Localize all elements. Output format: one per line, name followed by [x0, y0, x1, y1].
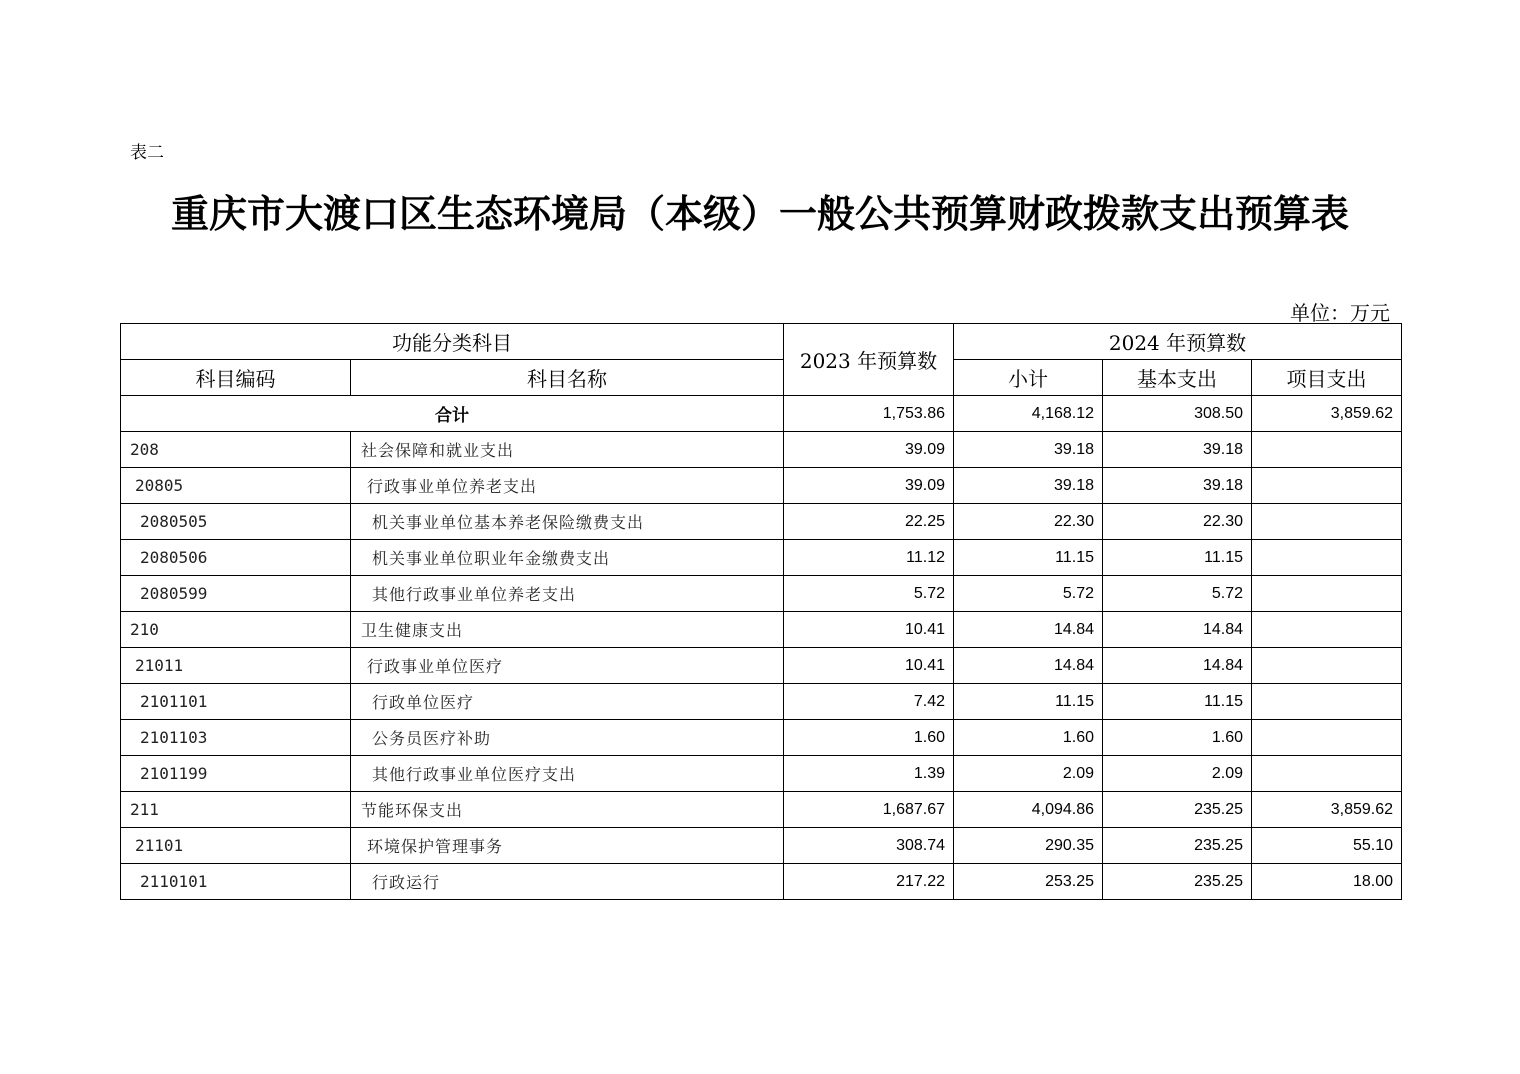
table-row	[121, 540, 1402, 576]
total-subtotal: 4,168.12	[954, 396, 1103, 432]
document-title: 重庆市大渡口区生态环境局（本级）一般公共预算财政拨款支出预算表	[170, 191, 1349, 236]
row-subtotal: 1.60	[954, 720, 1103, 756]
header-budget-2024: 2024 年预算数	[954, 324, 1402, 360]
row-budget-2023: 10.41	[784, 612, 954, 648]
table-row	[121, 612, 1402, 648]
table-row	[121, 864, 1402, 900]
table-label: 表二	[130, 143, 164, 163]
total-basic: 308.50	[1103, 396, 1252, 432]
header-budget-2023: 2023 年预算数	[784, 324, 954, 396]
row-code: 211	[121, 792, 351, 828]
table-row	[121, 648, 1402, 684]
row-basic: 14.84	[1103, 648, 1252, 684]
row-name: 行政单位医疗	[351, 684, 784, 720]
row-name: 社会保障和就业支出	[351, 432, 784, 468]
row-name: 机关事业单位基本养老保险缴费支出	[351, 504, 784, 540]
row-subtotal: 39.18	[954, 432, 1103, 468]
row-project	[1252, 504, 1402, 540]
row-subtotal: 14.84	[954, 648, 1103, 684]
row-subtotal: 5.72	[954, 576, 1103, 612]
row-code: 2080506	[121, 540, 351, 576]
row-project	[1252, 576, 1402, 612]
table-header	[121, 324, 1402, 396]
row-budget-2023: 1.39	[784, 756, 954, 792]
row-code: 2080599	[121, 576, 351, 612]
header-code: 科目编码	[121, 360, 351, 396]
row-project	[1252, 648, 1402, 684]
row-code: 2101101	[121, 684, 351, 720]
unit-label: 单位：万元	[1290, 301, 1390, 325]
row-name: 其他行政事业单位医疗支出	[351, 756, 784, 792]
row-budget-2023: 11.12	[784, 540, 954, 576]
header-subtotal: 小计	[954, 360, 1103, 396]
row-name: 公务员医疗补助	[351, 720, 784, 756]
row-budget-2023: 217.22	[784, 864, 954, 900]
row-code: 2101199	[121, 756, 351, 792]
row-project	[1252, 720, 1402, 756]
row-project	[1252, 684, 1402, 720]
row-basic: 14.84	[1103, 612, 1252, 648]
row-code: 21101	[121, 828, 351, 864]
table-row	[121, 792, 1402, 828]
table-body	[121, 396, 1402, 900]
table-row	[121, 828, 1402, 864]
row-project	[1252, 468, 1402, 504]
row-budget-2023: 1.60	[784, 720, 954, 756]
row-subtotal: 11.15	[954, 684, 1103, 720]
row-project	[1252, 432, 1402, 468]
row-subtotal: 39.18	[954, 468, 1103, 504]
row-project	[1252, 540, 1402, 576]
table-row	[121, 756, 1402, 792]
total-project: 3,859.62	[1252, 396, 1402, 432]
row-name: 行政事业单位医疗	[351, 648, 784, 684]
row-subtotal: 4,094.86	[954, 792, 1103, 828]
total-label: 合计	[121, 396, 784, 432]
table-row	[121, 504, 1402, 540]
row-code: 21011	[121, 648, 351, 684]
row-code: 2080505	[121, 504, 351, 540]
row-name: 节能环保支出	[351, 792, 784, 828]
row-basic: 11.15	[1103, 540, 1252, 576]
row-basic: 39.18	[1103, 468, 1252, 504]
row-code: 20805	[121, 468, 351, 504]
row-project: 18.00	[1252, 864, 1402, 900]
row-subtotal: 11.15	[954, 540, 1103, 576]
row-budget-2023: 10.41	[784, 648, 954, 684]
row-project	[1252, 612, 1402, 648]
header-row-2	[121, 360, 1402, 396]
header-name: 科目名称	[351, 360, 784, 396]
row-subtotal: 2.09	[954, 756, 1103, 792]
table-row	[121, 684, 1402, 720]
row-code: 2101103	[121, 720, 351, 756]
row-name: 行政事业单位养老支出	[351, 468, 784, 504]
row-basic: 2.09	[1103, 756, 1252, 792]
header-row-1	[121, 324, 1402, 360]
header-basic: 基本支出	[1103, 360, 1252, 396]
table-row	[121, 720, 1402, 756]
row-basic: 5.72	[1103, 576, 1252, 612]
budget-table	[120, 323, 1402, 900]
total-row	[121, 396, 1402, 432]
row-subtotal: 22.30	[954, 504, 1103, 540]
row-subtotal: 14.84	[954, 612, 1103, 648]
row-basic: 1.60	[1103, 720, 1252, 756]
row-budget-2023: 22.25	[784, 504, 954, 540]
row-name: 行政运行	[351, 864, 784, 900]
row-name: 环境保护管理事务	[351, 828, 784, 864]
table-row	[121, 468, 1402, 504]
table-row	[121, 432, 1402, 468]
row-basic: 235.25	[1103, 792, 1252, 828]
row-basic: 235.25	[1103, 864, 1252, 900]
row-subtotal: 253.25	[954, 864, 1103, 900]
row-project: 55.10	[1252, 828, 1402, 864]
row-subtotal: 290.35	[954, 828, 1103, 864]
row-budget-2023: 7.42	[784, 684, 954, 720]
row-basic: 22.30	[1103, 504, 1252, 540]
row-project	[1252, 756, 1402, 792]
total-budget-2023: 1,753.86	[784, 396, 954, 432]
row-basic: 11.15	[1103, 684, 1252, 720]
row-budget-2023: 1,687.67	[784, 792, 954, 828]
row-code: 2110101	[121, 864, 351, 900]
header-project: 项目支出	[1252, 360, 1402, 396]
row-basic: 235.25	[1103, 828, 1252, 864]
row-code: 210	[121, 612, 351, 648]
row-name: 卫生健康支出	[351, 612, 784, 648]
row-budget-2023: 308.74	[784, 828, 954, 864]
row-basic: 39.18	[1103, 432, 1252, 468]
header-functional-category: 功能分类科目	[121, 324, 784, 360]
row-budget-2023: 39.09	[784, 468, 954, 504]
row-code: 208	[121, 432, 351, 468]
row-budget-2023: 39.09	[784, 432, 954, 468]
row-budget-2023: 5.72	[784, 576, 954, 612]
row-name: 机关事业单位职业年金缴费支出	[351, 540, 784, 576]
row-name: 其他行政事业单位养老支出	[351, 576, 784, 612]
table-row	[121, 576, 1402, 612]
row-project: 3,859.62	[1252, 792, 1402, 828]
